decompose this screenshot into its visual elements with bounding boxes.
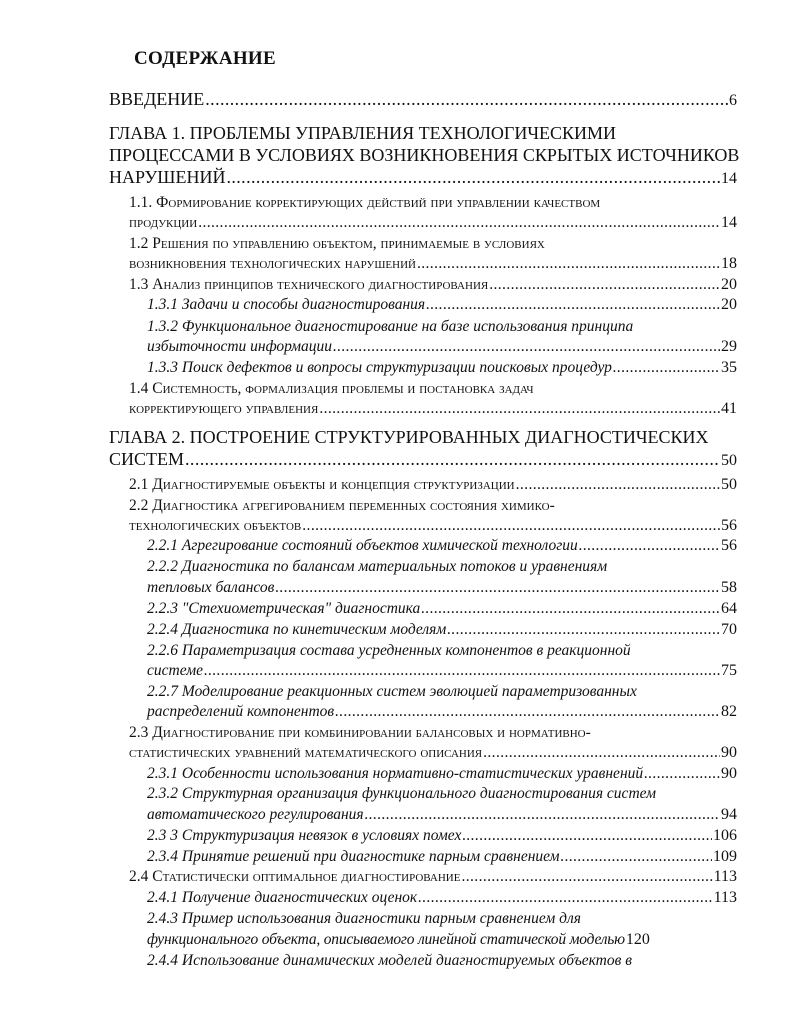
toc-entry-label: 2.4 Статистически оптимальное диагностирование (129, 868, 461, 885)
toc-subsection-2-3-4[interactable] (147, 849, 737, 865)
page-number: 14 (721, 214, 737, 231)
toc-entry-label: 1.3.3 Поиск дефектов и вопросы структуризации поисковых процедур (147, 359, 612, 376)
leader-dots (198, 215, 720, 231)
toc-section-1-3[interactable] (129, 277, 737, 293)
toc-subsection-2-2-6-line-1[interactable]: 2.2.6 Параметризация состава усредненных компонентов в реакционной (147, 642, 631, 659)
toc-entry-intro[interactable] (109, 90, 737, 109)
toc-entry-label: 2.4.1 Получение диагностических оценок (147, 889, 418, 906)
leader-dots (319, 401, 720, 417)
page-number: 35 (721, 359, 737, 376)
leader-dots (205, 90, 728, 108)
toc-subsection-2-2-3[interactable] (147, 601, 737, 617)
leader-dots (204, 663, 720, 679)
toc-subsection-2-4-1[interactable] (147, 890, 737, 906)
leader-dots (421, 601, 720, 617)
page-number: 20 (721, 276, 737, 293)
leader-dots (613, 360, 720, 376)
leader-dots (483, 745, 720, 761)
leader-dots (516, 477, 720, 493)
toc-subsection-2-2-4[interactable] (147, 622, 737, 638)
leader-dots (561, 849, 712, 865)
toc-section-2-3[interactable] (129, 745, 737, 761)
toc-chapter-2-line-1[interactable]: ГЛАВА 2. ПОСТРОЕНИЕ СТРУКТУРИРОВАННЫХ ДИАГНОСТИЧЕСКИХ (109, 427, 709, 447)
toc-entry-label: 2.3 3 Структуризация невязок в условиях помех (147, 827, 462, 844)
toc-chapter-2[interactable] (109, 450, 737, 469)
toc-entry-label: 1.3 Анализ принципов технического диагностирования (129, 276, 489, 293)
toc-subsection-1-3-1[interactable] (147, 297, 737, 313)
toc-entry-label: тепловых балансов (147, 579, 275, 596)
toc-entry-label: 2.2.4 Диагностика по кинетическим моделям (147, 621, 447, 638)
page-number: 113 (713, 889, 737, 906)
leader-dots (365, 807, 720, 823)
page-number: 56 (721, 537, 737, 554)
page-number: 90 (721, 765, 737, 782)
leader-dots (302, 518, 720, 534)
toc-subsection-2-4-3-line-1[interactable]: 2.4.3 Пример использования диагностики парным сравнением для (147, 910, 581, 927)
toc-entry-label: технологических объектов (129, 517, 302, 534)
toc-subsection-2-2-2-line-1[interactable]: 2.2.2 Диагностика по балансам материальных потоков и уравнениям (147, 558, 608, 575)
toc-entry-label: распределений компонентов (147, 703, 335, 720)
toc-subsection-2-4-4-line-1[interactable]: 2.4.4 Использование динамических моделей диагностируемых объектов в (147, 952, 632, 969)
page-number: 106 (713, 827, 737, 844)
toc-entry-label: автоматического регулирования (147, 806, 364, 823)
leader-dots (417, 256, 720, 272)
toc-section-1-4-line-1[interactable]: 1.4 Системность, формализация проблемы и постановка задач (129, 380, 534, 397)
toc-section-1-2[interactable] (129, 256, 737, 272)
toc-section-1-2-line-1[interactable]: 1.2 Решения по управлению объектом, принимаемые в условиях (129, 235, 545, 252)
toc-subsection-2-2-7[interactable] (147, 704, 737, 720)
leader-dots (644, 766, 720, 782)
toc-entry-label: 2.3.1 Особенности использования нормативно-статистических уравнений (147, 765, 644, 782)
page-number: 20 (721, 296, 737, 313)
page-number: 50 (721, 476, 737, 493)
page-number: 120 (625, 931, 650, 948)
toc-subsection-1-3-2-line-1[interactable]: 1.3.2 Функциональное диагностирование на базе использования принципа (147, 318, 634, 335)
page-number: 109 (713, 848, 737, 865)
toc-subsection-1-3-3[interactable] (147, 360, 737, 376)
page-number: 64 (721, 600, 737, 617)
leader-dots (489, 277, 720, 293)
page-number: 41 (721, 400, 737, 417)
toc-entry-label: функционального объекта, описываемого линейной статической моделью (147, 931, 625, 948)
leader-dots (333, 339, 720, 355)
page-title: СОДЕРЖАНИЕ (134, 48, 276, 69)
toc-subsection-2-3-1[interactable] (147, 766, 737, 782)
toc-chapter-1-line-2[interactable]: ПРОЦЕССАМИ В УСЛОВИЯХ ВОЗНИКНОВЕНИЯ СКРЫТЫХ ИСТОЧНИКОВ (109, 145, 740, 165)
toc-section-2-4[interactable] (129, 869, 737, 885)
page-number: 50 (721, 452, 737, 469)
toc-section-2-1[interactable] (129, 477, 737, 493)
toc-entry-label: статистических уравнений математического описания (129, 744, 483, 761)
leader-dots (335, 704, 720, 720)
toc-subsection-2-2-1[interactable] (147, 538, 737, 554)
page-number: 94 (721, 806, 737, 823)
toc-chapter-1-line-1[interactable]: ГЛАВА 1. ПРОБЛЕМЫ УПРАВЛЕНИЯ ТЕХНОЛОГИЧЕСКИМИ (109, 123, 617, 143)
toc-subsection-2-3-2-line-1[interactable]: 2.3.2 Структурная организация функционального диагностирования систем (147, 785, 657, 802)
toc-section-1-1[interactable] (129, 215, 737, 231)
toc-subsection-1-3-2[interactable] (147, 339, 737, 355)
toc-entry-label: СИСТЕМ (109, 449, 185, 469)
page-number: 58 (721, 579, 737, 596)
leader-dots (275, 580, 720, 596)
toc-section-2-3-line-1[interactable]: 2.3 Диагностирование при комбинировании балансовых и нормативно- (129, 724, 591, 741)
leader-dots (461, 869, 712, 885)
toc-section-1-1-line-1[interactable]: 1.1. Формирование корректирующих действий при управлении качеством (129, 194, 601, 211)
toc-subsection-2-3-3[interactable] (147, 828, 737, 844)
toc-entry-label: 2.2.1 Агрегирование состояний объектов химической технологии (147, 537, 578, 554)
toc-section-2-2[interactable] (129, 518, 737, 534)
leader-dots (462, 828, 712, 844)
toc-entry-label: возникновения технологических нарушений (129, 255, 416, 272)
page-number: 70 (721, 621, 737, 638)
page-number: 113 (713, 868, 737, 885)
leader-dots (418, 890, 712, 906)
toc-entry-label: корректирующего управления (129, 400, 319, 417)
toc-subsection-2-2-6[interactable] (147, 663, 737, 679)
leader-dots (226, 168, 720, 186)
toc-subsection-2-3-2[interactable] (147, 807, 737, 823)
toc-section-1-4[interactable] (129, 401, 737, 417)
toc-subsection-2-2-7-line-1[interactable]: 2.2.7 Моделирование реакционных систем эволюцией параметризованных (147, 683, 637, 700)
page-number: 82 (721, 703, 737, 720)
page-number: 75 (721, 662, 737, 679)
page-number: 90 (721, 744, 737, 761)
page-number: 6 (729, 92, 737, 109)
toc-entry-label: системе (147, 662, 203, 679)
toc-entry-label: избыточности информации (147, 338, 333, 355)
leader-dots (426, 297, 720, 313)
toc-chapter-1[interactable] (109, 168, 737, 187)
toc-entry-label: продукции (129, 214, 198, 231)
toc-subsection-2-2-2[interactable] (147, 580, 737, 596)
toc-section-2-2-line-1[interactable]: 2.2 Диагностика агрегированием переменных состояния химико- (129, 497, 555, 514)
page-number: 18 (721, 255, 737, 272)
toc-subsection-2-4-3[interactable] (147, 932, 737, 948)
page-number: 29 (721, 338, 737, 355)
toc-entry-label: ВВЕДЕНИЕ (109, 89, 205, 109)
toc-entry-label: 1.3.1 Задачи и способы диагностирования (147, 296, 426, 313)
toc-entry-label: 2.1 Диагностируемые объекты и концепция структуризации (129, 476, 515, 493)
page-number: 56 (721, 517, 737, 534)
page-number: 14 (721, 170, 737, 187)
leader-dots (579, 538, 720, 554)
leader-dots (447, 622, 720, 638)
toc-entry-label: 2.2.3 "Стехиометрическая" диагностика (147, 600, 421, 617)
toc-entry-label: 2.3.4 Принятие решений при диагностике парным сравнением (147, 848, 560, 865)
leader-dots (185, 450, 720, 468)
toc-entry-label: НАРУШЕНИЙ (109, 167, 226, 187)
